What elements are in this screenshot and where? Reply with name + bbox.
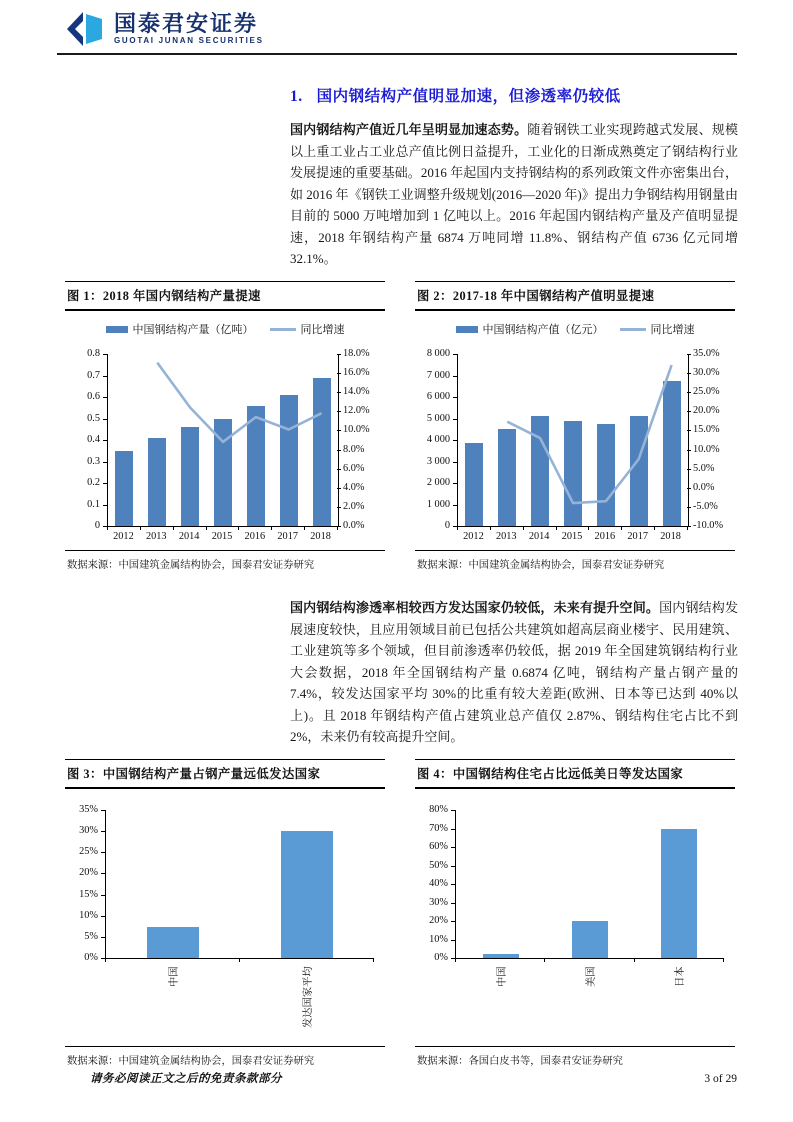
figure-2-legend	[415, 321, 735, 337]
company-logo	[65, 10, 737, 48]
tick	[337, 488, 341, 489]
tick	[687, 430, 691, 431]
ytl: 5%	[84, 930, 98, 942]
figure-4-title: 图 4：中国钢结构住宅占比远低美日等发达国家	[415, 759, 735, 789]
ytr: 0.0%	[693, 481, 715, 493]
tick	[453, 462, 457, 463]
guotai-junan-logo-icon	[65, 10, 105, 48]
ytl: 20%	[429, 915, 448, 926]
ytl: 35%	[79, 804, 98, 815]
ytr: 6.0%	[343, 462, 365, 474]
ytl: 0.8	[87, 348, 100, 359]
ytr: 0.0%	[343, 520, 365, 531]
tick	[621, 526, 622, 530]
section-title-text: 国内钢结构产值明显加速，但渗透率仍较低	[316, 88, 621, 105]
plot-area	[105, 810, 374, 959]
ytl: 0.1	[87, 498, 100, 510]
figure-2-source: 数据来源：中国建筑金属结构协会，国泰君安证券研究	[415, 550, 735, 571]
ytl: 30%	[429, 896, 448, 908]
tick	[101, 810, 105, 811]
tick	[451, 884, 455, 885]
tick	[105, 958, 106, 962]
page-footer	[57, 1070, 737, 1086]
tick	[103, 397, 107, 398]
tick	[451, 903, 455, 904]
ytl: 40%	[429, 878, 448, 889]
ytr: 15.0%	[693, 424, 720, 436]
figure-2	[415, 281, 735, 571]
ytl: 0.6	[87, 391, 100, 402]
tick	[451, 810, 455, 811]
ytl: 0.7	[87, 369, 100, 381]
tick	[723, 958, 724, 962]
bar	[281, 831, 333, 958]
ytl: 0	[444, 520, 450, 531]
plot-area	[455, 810, 724, 959]
line-legend-swatch	[270, 328, 296, 331]
bar	[147, 927, 199, 958]
figure-1-title: 图 1：2018 年国内钢结构产量提速	[65, 281, 385, 311]
section-title	[290, 84, 740, 106]
tick	[556, 526, 557, 530]
tick	[103, 354, 107, 355]
ytl: 10%	[79, 909, 98, 921]
xlab: 2016	[244, 531, 266, 542]
growth-line	[108, 354, 338, 526]
ytr: -5.0%	[693, 500, 718, 512]
page-header	[57, 10, 737, 55]
tick	[271, 526, 272, 530]
xlab: 中国	[496, 966, 508, 987]
tick	[455, 958, 456, 962]
ytr: -10.0%	[693, 520, 724, 531]
tick	[206, 526, 207, 530]
xlab: 2015	[561, 531, 583, 542]
legend-item-line	[620, 321, 695, 337]
ytl: 0.4	[87, 434, 100, 445]
ytr: 30.0%	[693, 367, 720, 379]
xlab: 美国	[586, 966, 597, 987]
tick	[453, 440, 457, 441]
tick	[337, 373, 341, 374]
ytl: 8 000	[426, 348, 450, 359]
figure-3-chart	[65, 801, 385, 1042]
tick	[373, 958, 374, 962]
xlab: 2018	[660, 531, 681, 542]
tick	[453, 505, 457, 506]
tick	[687, 488, 691, 489]
legend-label: 同比增速	[300, 324, 345, 336]
tick	[687, 526, 688, 530]
xlab: 2014	[178, 531, 200, 542]
tick	[173, 526, 174, 530]
ytr: 16.0%	[343, 367, 370, 379]
ytl: 4 000	[426, 434, 450, 445]
tick	[451, 829, 455, 830]
ytl: 50%	[429, 859, 448, 871]
tick	[634, 958, 635, 962]
ytl: 0%	[434, 952, 448, 963]
figure-3-source: 数据来源：中国建筑金属结构协会，国泰君安证券研究	[65, 1046, 385, 1067]
tick	[490, 526, 491, 530]
xlab: 2016	[594, 531, 616, 542]
tick	[453, 354, 457, 355]
xlab: 2018	[310, 531, 331, 542]
company-name-en: GUOTAI JUNAN SECURITIES	[114, 36, 264, 46]
figure-3	[65, 759, 385, 1067]
tick	[687, 373, 691, 374]
section-number: 1.	[290, 88, 303, 105]
tick	[654, 526, 655, 530]
tick	[103, 419, 107, 420]
tick	[101, 831, 105, 832]
figure-3-title: 图 3：中国钢结构产量占钢产量远低发达国家	[65, 759, 385, 789]
tick	[687, 450, 691, 451]
tick	[337, 507, 341, 508]
tick	[304, 526, 305, 530]
ytr: 8.0%	[343, 443, 365, 455]
figure-2-title: 图 2：2017-18 年中国钢结构产值明显提速	[415, 281, 735, 311]
tick	[101, 873, 105, 874]
paragraph-1-lead: 国内钢结构产值近几年呈明显加速态势。	[290, 122, 528, 137]
ytl: 70%	[429, 822, 448, 834]
plot-area	[107, 354, 339, 527]
ytl: 20%	[79, 867, 98, 879]
ytl: 6 000	[426, 391, 450, 402]
figure-1-legend	[65, 321, 385, 337]
ytl: 30%	[79, 825, 98, 837]
xlab: 2013	[145, 531, 167, 542]
tick	[239, 958, 240, 962]
tick	[453, 376, 457, 377]
xlab: 日本	[675, 966, 687, 987]
figure-4-source: 数据来源：各国白皮书等，国泰君安证券研究	[415, 1046, 735, 1067]
ytl: 0.5	[87, 412, 100, 424]
tick	[337, 354, 341, 355]
ytl: 10%	[429, 933, 448, 945]
xlab: 2012	[113, 531, 134, 542]
legend-label: 同比增速	[650, 324, 695, 336]
tick	[337, 469, 341, 470]
legend-item-bar	[456, 321, 604, 337]
tick	[337, 526, 338, 530]
ytr: 12.0%	[343, 405, 370, 417]
figure-2-chart	[415, 345, 735, 546]
figure-4	[415, 759, 735, 1067]
tick	[101, 852, 105, 853]
tick	[103, 440, 107, 441]
line-legend-swatch	[620, 328, 646, 331]
ytr: 4.0%	[343, 481, 365, 493]
ytl: 25%	[79, 846, 98, 858]
tick	[101, 937, 105, 938]
ytl: 60%	[429, 841, 448, 852]
footer-disclaimer: 请务必阅读正文之后的免责条款部分	[90, 1073, 282, 1085]
tick	[457, 526, 458, 530]
ytl: 0.3	[87, 455, 100, 467]
ytr: 10.0%	[343, 424, 370, 436]
tick	[687, 354, 691, 355]
tick	[687, 469, 691, 470]
paragraph-1	[290, 119, 738, 270]
legend-item-line	[270, 321, 345, 337]
tick	[451, 940, 455, 941]
ytr: 14.0%	[343, 386, 370, 398]
xlab: 2015	[211, 531, 233, 542]
plot-area	[457, 354, 689, 527]
paragraph-2-lead: 国内钢结构渗透率相较西方发达国家仍较低，未来有提升空间。	[290, 600, 660, 615]
xlab: 2017	[277, 531, 298, 542]
tick	[453, 483, 457, 484]
tick	[103, 483, 107, 484]
tick	[107, 526, 108, 530]
tick	[453, 397, 457, 398]
ytl: 1 000	[426, 498, 450, 510]
tick	[687, 411, 691, 412]
ytr: 2.0%	[343, 500, 365, 512]
ytr: 18.0%	[343, 348, 370, 359]
tick	[687, 507, 691, 508]
company-name-cn: 国泰君安证券	[114, 11, 259, 37]
tick	[140, 526, 141, 530]
legend-item-bar	[106, 321, 254, 337]
legend-label: 中国钢结构产量（亿吨）	[132, 324, 254, 336]
tick	[337, 430, 341, 431]
ytl: 5 000	[426, 412, 450, 424]
figure-1-chart	[65, 345, 385, 546]
tick	[238, 526, 239, 530]
ytl: 15%	[79, 888, 98, 900]
ytl: 0%	[84, 952, 98, 963]
tick	[337, 411, 341, 412]
ytl: 0.2	[87, 477, 100, 488]
ytr: 5.0%	[693, 462, 715, 474]
ytl: 80%	[429, 804, 448, 815]
paragraph-1-body: 随着钢铁工业实现跨越式发展、规模以上重工业占工业总产值比例日益提升，工业化的日渐成熟奠定了钢结构行业发展提速的重要基础。2016 年起国内支持钢结构的系列政策文件亦密集出台，如 2016 年《钢铁工业调整升级规划(2016—2020 年)》提出力争钢结构用钢量由目前的 5000 万吨增加到 1 亿吨以上。2016 年起国内钢结构产量及产值明显提速，2018 年钢结构产量 6874 万吨同增 11.8%、钢结构产值 6736 亿元同增 32.1%。	[290, 122, 738, 266]
figure-1-source: 数据来源：中国建筑金属结构协会，国泰君安证券研究	[65, 550, 385, 571]
ytl: 3 000	[426, 455, 450, 467]
tick	[337, 392, 341, 393]
growth-line	[458, 354, 688, 526]
tick	[103, 505, 107, 506]
tick	[103, 376, 107, 377]
figure-4-chart	[415, 801, 735, 1042]
xlab: 中国	[169, 966, 180, 987]
bar	[483, 954, 519, 958]
tick	[453, 419, 457, 420]
xlab: 2012	[463, 531, 484, 542]
xlab: 2013	[495, 531, 517, 542]
tick	[451, 866, 455, 867]
xlab: 2014	[528, 531, 550, 542]
paragraph-2-body: 国内钢结构发展速度较快，且应用领域目前已包括公共建筑如超高层商业楼宇、民用建筑、工业建筑等多个领域，但目前渗透率仍较低，据 2019 年全国建筑钢结构行业大会数据，2018 年全国钢结构产量 0.6874 亿吨，钢结构产量占钢产量的 7.4%，较发达国家平均 30%的比重有较大差距(欧洲、日本等已达到 40%以上)。且 2018 年钢结构产值占建筑业总产值仅 2.87%、钢结构住宅占比不到 2%，未来仍有较高提升空间。	[290, 600, 738, 744]
tick	[544, 958, 545, 962]
bar-legend-swatch	[106, 326, 128, 333]
figure-1	[65, 281, 385, 571]
ytr: 35.0%	[693, 348, 720, 359]
paragraph-2	[290, 597, 738, 748]
tick	[103, 462, 107, 463]
bar	[572, 921, 608, 958]
tick	[523, 526, 524, 530]
ytr: 25.0%	[693, 386, 720, 398]
legend-label: 中国钢结构产值（亿元）	[482, 324, 604, 336]
xlab: 发达国家平均	[303, 966, 314, 1028]
bar-legend-swatch	[456, 326, 478, 333]
xlab: 2017	[627, 531, 648, 542]
ytr: 20.0%	[693, 405, 720, 417]
tick	[588, 526, 589, 530]
tick	[451, 847, 455, 848]
bar	[661, 829, 697, 959]
tick	[451, 921, 455, 922]
ytr: 10.0%	[693, 443, 720, 455]
ytl: 7 000	[426, 369, 450, 381]
ytl: 2 000	[426, 477, 450, 488]
tick	[687, 392, 691, 393]
tick	[337, 450, 341, 451]
tick	[101, 895, 105, 896]
tick	[101, 916, 105, 917]
footer-page-number: 3 of 29	[704, 1073, 737, 1085]
ytl: 0	[94, 520, 100, 531]
